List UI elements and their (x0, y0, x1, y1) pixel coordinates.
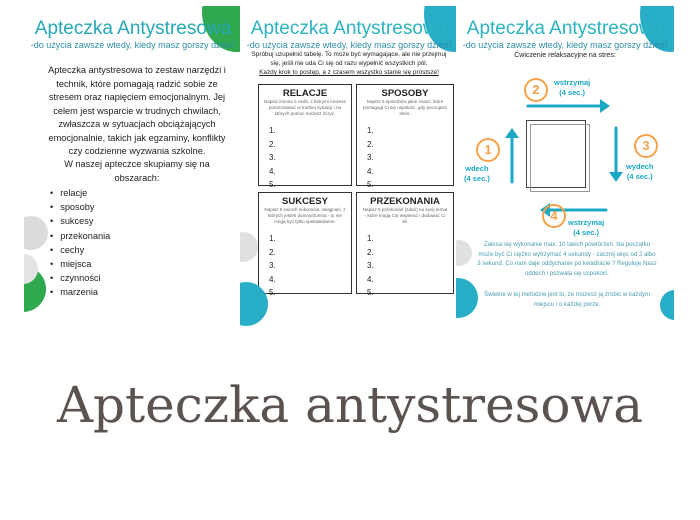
step-label-text: wstrzymaj (4 sec.) (554, 78, 591, 97)
step-label-text: wdech (4 sec.) (464, 164, 490, 183)
line-number: 4. (269, 166, 276, 176)
gray-circle-shape (240, 232, 258, 262)
list-item: • sukcesy (50, 214, 110, 228)
line-number: 1. (367, 126, 374, 135)
exercise-paragraph: Zaleca się wykonanie max. 10 takich powtórzeń. Na początku może być Ci ciężko wytrzymać 4 sekundy - zacznij więc od 2 albo 3 sekund. Co nam daje oddychanie po kwadracie ? Reguluje Nasz oddech i pozwala się uspokoić. (477, 241, 657, 277)
gray-circle-shape (24, 216, 48, 250)
line-number: 5. (367, 288, 374, 298)
arrowhead (505, 128, 519, 138)
instruction-emphasis: Każdy krok to postęp, a z czasem wszystko stanie się prostsze! (259, 69, 439, 76)
arrowhead (609, 172, 623, 182)
areas-list (50, 186, 110, 300)
box-title: RELACJE (282, 88, 328, 99)
line-number: 1. (367, 234, 374, 243)
line-number: 2. (367, 247, 374, 257)
step-number: 3 (634, 134, 658, 158)
exercise-paragraph: Świetne w tej metodzie jest to, że możesz ją zrobić w każdym miejscu i o każdej porze. (484, 291, 650, 308)
page-title: Apteczka Antystresowa (466, 18, 664, 39)
line-number: 2. (269, 139, 276, 149)
line-number: 4. (269, 274, 276, 284)
line-number: 3. (367, 261, 374, 271)
step-label-text: wydech (4 sec.) (626, 162, 654, 181)
line-number: 1. (269, 234, 276, 243)
box-title: SPOSOBY (381, 88, 429, 99)
box-sposoby (356, 84, 454, 190)
preview-page-exercise (456, 6, 674, 326)
page-title: Apteczka Antystresowa (34, 18, 232, 39)
instruction-text: Spróbuj uzupełnić tabelę. To może być wymagające, ale nie przejmuj się, jeśli nie uda Ci się od razu wypełnić wszystkich pól. (251, 51, 447, 67)
step-number: 1 (476, 138, 500, 162)
list-item: • przekonania (50, 229, 110, 243)
list-item: • sposoby (50, 200, 110, 214)
preview-page-table (240, 6, 458, 326)
step-label (464, 164, 490, 184)
line-number: 4. (367, 274, 374, 284)
line-number: 5. (269, 180, 276, 190)
line-number: 3. (367, 153, 374, 163)
list-item: • relacje (50, 186, 110, 200)
preview-page-intro (24, 6, 242, 326)
intro-list-heading: W naszej apteczce skupiamy się na obszarach: (64, 159, 210, 183)
box-sukcesy (258, 192, 352, 298)
box-description: Napisz 5 przekonań (zdań) na swój temat - które mogą Cię wspierać i dodawać Ci sił. (362, 207, 448, 224)
step-number: 2 (524, 78, 548, 102)
line-number: 2. (367, 139, 374, 149)
page-title: Apteczka Antystresowa (250, 18, 448, 39)
box-description: Napisz 5 sposobów jakie znasz, które pomagają Ci się uspokoić, gdy poczujesz stres. (362, 99, 447, 116)
intro-paragraph: Apteczka antystresowa to zestaw narzędzi i technik, które pomagają radzić sobie ze stresem oraz napięciem emocjonalnym. Jej celem jest wsparcie w trudnych chwilach, zwłaszcza w sytuacjach obciążających emocjonalnie, takich jak egzaminy, konflikty czy codzienne wyzwania szkolne. (48, 65, 226, 156)
box-przekonania (356, 192, 454, 298)
box-description: Napisz 5 swoich sukcesów, osiągnięć, z których jesteś dumny/dumna - to nie mogą być tylko spektakularne. (264, 207, 346, 224)
numbered-lines (367, 233, 453, 301)
box-description: Napisz imiona 5 osób, z którymi możesz porozmawiać w trudnej sytuacji i na których pomoc możesz liczyć. (264, 99, 346, 116)
line-number: 3. (269, 261, 276, 271)
step-label (626, 162, 654, 182)
page-subtitle: -do użycia zawsze wtedy, kiedy masz gorszy dzień! (462, 40, 668, 50)
list-item: • cechy (50, 243, 110, 257)
line-number: 5. (269, 288, 276, 298)
line-number: 1. (269, 126, 276, 135)
box-title: SUKCESY (282, 196, 328, 207)
numbered-lines (367, 125, 453, 193)
line-number: 5. (367, 180, 374, 190)
list-item: • czynności (50, 271, 110, 285)
step-number: 4 (542, 204, 566, 228)
arrowhead (600, 99, 610, 113)
box-title: PRZEKONANIA (370, 196, 440, 207)
line-number: 3. (269, 153, 276, 163)
numbered-lines (269, 233, 351, 301)
page-subtitle: -do użycia zawsze wtedy, kiedy masz gorszy dzień! (246, 40, 452, 50)
line-number: 2. (269, 247, 276, 257)
step-label-text: wstrzymaj (4 sec.) (568, 218, 605, 237)
step-label (554, 78, 590, 98)
box-relacje (258, 84, 352, 190)
list-item: • miejsca (50, 257, 110, 271)
page-subtitle: -do użycia zawsze wtedy, kiedy masz gorszy dzień! (30, 40, 236, 50)
instructions (248, 50, 450, 77)
step-label (568, 218, 604, 238)
caption-title: Apteczka antystresowa (56, 376, 644, 434)
list-item: • marzenia (50, 285, 110, 299)
line-number: 4. (367, 166, 374, 176)
numbered-lines (269, 125, 351, 193)
exercise-heading: Ćwiczenie relaksacyjne na stres: (514, 52, 616, 59)
